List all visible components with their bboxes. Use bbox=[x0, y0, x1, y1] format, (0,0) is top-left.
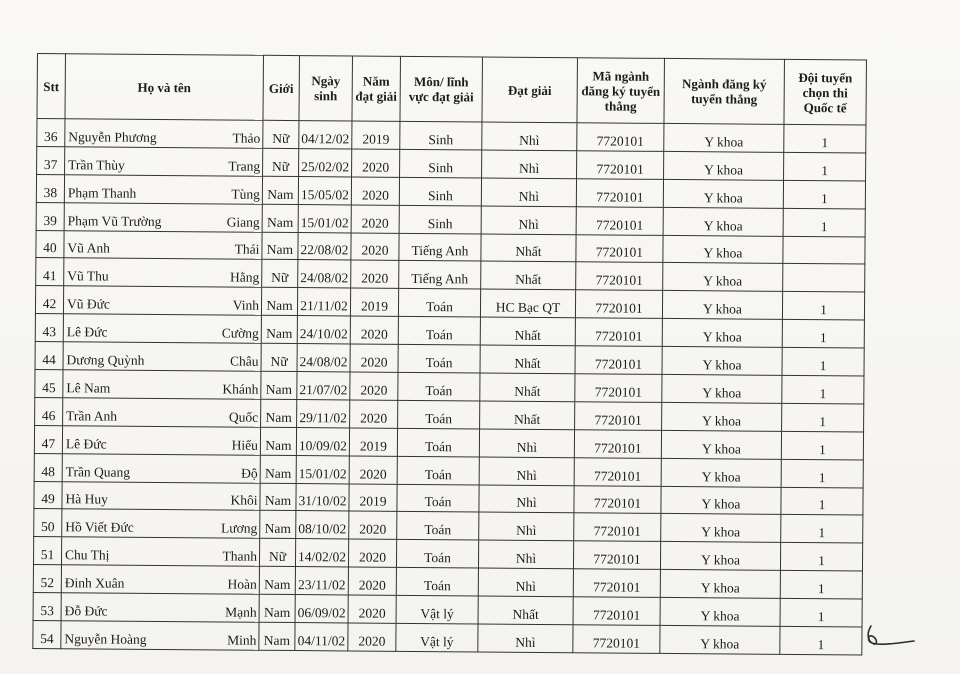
cell-subject: Sinh bbox=[399, 177, 481, 206]
cell-name-first: Lê Đức bbox=[66, 324, 108, 340]
cell-name-first: Phạm Thanh bbox=[67, 184, 137, 201]
cell-name-first: Trần Quang bbox=[65, 463, 131, 480]
cell-code: 7720101 bbox=[576, 262, 663, 291]
cell-award: Nhì bbox=[479, 429, 574, 458]
cell-name-first: Hồ Viết Đức bbox=[65, 519, 134, 536]
header-dob: Ngày sinh bbox=[299, 56, 353, 121]
cell-dob: 24/10/02 bbox=[297, 316, 350, 344]
cell-name-last: Quốc bbox=[228, 409, 259, 425]
cell-team: 1 bbox=[781, 515, 863, 544]
cell-stt: 40 bbox=[36, 230, 64, 258]
cell-year: 2020 bbox=[348, 623, 396, 651]
cell-name-last: Thái bbox=[234, 242, 260, 258]
cell-award: Nhì bbox=[481, 206, 576, 235]
cell-name-first: Vũ Đức bbox=[66, 296, 111, 312]
cell-year: 2020 bbox=[348, 595, 396, 623]
cell-name-last: Khôi bbox=[230, 493, 258, 509]
cell-team: 1 bbox=[780, 543, 862, 572]
cell-gender: Nữ bbox=[263, 120, 299, 148]
cell-name bbox=[62, 481, 260, 510]
cell-team: 1 bbox=[780, 626, 862, 655]
cell-name bbox=[64, 175, 262, 204]
cell-stt: 36 bbox=[37, 119, 65, 147]
cell-gender: Nam bbox=[261, 399, 297, 427]
cell-team: 1 bbox=[781, 459, 863, 488]
header-row bbox=[37, 54, 867, 126]
cell-code: 7720101 bbox=[573, 569, 660, 598]
header-gender: Giới bbox=[263, 55, 300, 120]
cell-major: Y khoa bbox=[663, 235, 783, 264]
cell-name-first: Nguyễn Hoàng bbox=[64, 631, 147, 647]
cell-team: 1 bbox=[783, 180, 865, 209]
cell-code: 7720101 bbox=[577, 151, 664, 180]
cell-dob: 04/12/02 bbox=[299, 121, 352, 149]
cell-subject: Vật lý bbox=[396, 623, 478, 652]
cell-name-last: Châu bbox=[230, 353, 259, 369]
cell-name bbox=[62, 453, 260, 482]
cell-award: Nhì bbox=[478, 568, 573, 597]
cell-subject: Toán bbox=[398, 372, 480, 401]
cell-stt: 47 bbox=[34, 425, 62, 453]
cell-name-first: Đinh Xuân bbox=[64, 575, 125, 591]
cell-dob: 29/11/02 bbox=[297, 399, 350, 427]
cell-major: Y khoa bbox=[663, 207, 783, 236]
cell-name bbox=[63, 398, 261, 427]
cell-major: Y khoa bbox=[662, 291, 782, 320]
cell-award: Nhất bbox=[480, 373, 575, 402]
table-body bbox=[33, 119, 866, 655]
cell-major: Y khoa bbox=[664, 123, 784, 152]
cell-gender: Nam bbox=[261, 371, 297, 399]
cell-year: 2019 bbox=[352, 121, 400, 149]
cell-gender: Nam bbox=[261, 316, 297, 344]
cell-stt: 37 bbox=[37, 146, 65, 174]
cell-subject: Toán bbox=[397, 456, 479, 485]
cell-code: 7720101 bbox=[574, 513, 661, 542]
cell-name-last: Trang bbox=[228, 158, 261, 174]
cell-code: 7720101 bbox=[577, 123, 664, 152]
cell-code: 7720101 bbox=[575, 290, 662, 319]
cell-team: 1 bbox=[782, 375, 864, 404]
cell-team: 1 bbox=[780, 571, 862, 600]
cell-code: 7720101 bbox=[575, 346, 662, 375]
cell-dob: 15/01/02 bbox=[296, 455, 349, 483]
cell-name-last: Mạnh bbox=[225, 604, 257, 620]
cell-stt: 51 bbox=[33, 537, 61, 565]
cell-gender: Nam bbox=[262, 176, 298, 204]
cell-subject: Toán bbox=[398, 344, 480, 373]
cell-stt: 43 bbox=[35, 314, 63, 342]
cell-year: 2020 bbox=[348, 539, 396, 567]
cell-award: Nhì bbox=[479, 457, 574, 486]
cell-stt: 38 bbox=[36, 174, 64, 202]
cell-name-first: Trần Anh bbox=[66, 408, 118, 424]
cell-subject: Toán bbox=[398, 400, 480, 429]
cell-year: 2020 bbox=[349, 456, 397, 484]
cell-award: Nhất bbox=[481, 234, 576, 263]
cell-subject: Sinh bbox=[400, 149, 482, 178]
cell-name bbox=[63, 342, 261, 371]
header-year: Năm đạt giải bbox=[352, 56, 401, 121]
cell-major: Y khoa bbox=[661, 430, 781, 459]
cell-stt: 42 bbox=[35, 286, 63, 314]
cell-name-first: Lê Đức bbox=[65, 435, 107, 452]
cell-name-first: Vũ Thu bbox=[67, 268, 109, 284]
cell-subject: Toán bbox=[398, 289, 480, 318]
cell-name bbox=[64, 202, 262, 231]
cell-name-first: Phạm Vũ Trường bbox=[67, 212, 162, 229]
cell-award: Nhất bbox=[480, 345, 575, 374]
cell-year: 2020 bbox=[349, 511, 397, 539]
cell-name-first: Dương Quỳnh bbox=[66, 352, 145, 368]
cell-name-last: Khánh bbox=[222, 381, 259, 397]
cell-major: Y khoa bbox=[662, 319, 782, 348]
cell-dob: 15/05/02 bbox=[298, 176, 351, 204]
cell-major: Y khoa bbox=[660, 542, 780, 571]
cell-dob: 06/09/02 bbox=[295, 595, 348, 623]
cell-award: Nhì bbox=[479, 512, 574, 541]
cell-name-last: Tùng bbox=[231, 186, 260, 202]
cell-code: 7720101 bbox=[574, 485, 661, 514]
cell-name-last: Vinh bbox=[232, 297, 260, 313]
cell-subject: Sinh bbox=[399, 205, 481, 234]
cell-year: 2019 bbox=[349, 428, 397, 456]
header-name: Họ và tên bbox=[65, 54, 264, 121]
cell-name bbox=[61, 565, 259, 594]
cell-stt: 48 bbox=[34, 453, 62, 481]
cell-major: Y khoa bbox=[661, 458, 781, 487]
cell-gender: Nam bbox=[260, 483, 296, 511]
cell-team: 1 bbox=[782, 320, 864, 349]
cell-major: Y khoa bbox=[663, 179, 783, 208]
cell-major: Y khoa bbox=[662, 347, 782, 376]
cell-year: 2020 bbox=[350, 344, 398, 372]
cell-subject: Toán bbox=[396, 540, 478, 569]
cell-name-last: Thảo bbox=[232, 130, 261, 146]
cell-dob: 22/08/02 bbox=[298, 232, 351, 260]
header-code: Mã ngành đăng ký tuyển thẳng bbox=[577, 58, 665, 124]
cell-subject: Tiếng Anh bbox=[399, 233, 481, 262]
cell-dob: 21/11/02 bbox=[297, 288, 350, 316]
cell-gender: Nam bbox=[260, 455, 296, 483]
cell-name-last: Thanh bbox=[222, 548, 258, 564]
cell-award: HC Bạc QT bbox=[480, 289, 575, 318]
cell-subject: Vật lý bbox=[396, 595, 478, 624]
cell-major: Y khoa bbox=[661, 486, 781, 515]
cell-team: 1 bbox=[784, 124, 866, 153]
cell-name-first: Nguyễn Phương bbox=[68, 129, 157, 145]
cell-code: 7720101 bbox=[576, 234, 663, 263]
cell-code: 7720101 bbox=[576, 179, 663, 208]
cell-name-first: Vũ Anh bbox=[67, 240, 110, 257]
cell-code: 7720101 bbox=[575, 374, 662, 403]
cell-team: 1 bbox=[782, 403, 864, 432]
cell-code: 7720101 bbox=[573, 541, 660, 570]
cell-name bbox=[63, 286, 261, 315]
initial-signature bbox=[862, 620, 918, 650]
cell-award: Nhất bbox=[478, 596, 573, 625]
cell-name bbox=[61, 537, 259, 566]
cell-name bbox=[61, 593, 259, 622]
cell-team bbox=[783, 264, 865, 293]
cell-name-first: Chu Thị bbox=[64, 547, 110, 563]
cell-gender: Nữ bbox=[263, 148, 299, 176]
cell-code: 7720101 bbox=[573, 597, 660, 626]
student-list-table bbox=[32, 53, 867, 655]
cell-dob: 24/08/02 bbox=[297, 344, 350, 372]
cell-name bbox=[62, 509, 260, 538]
cell-stt: 49 bbox=[34, 481, 62, 509]
cell-major: Y khoa bbox=[662, 374, 782, 403]
cell-award: Nhì bbox=[478, 540, 573, 569]
cell-subject: Toán bbox=[398, 317, 480, 346]
cell-dob: 24/08/02 bbox=[298, 260, 351, 288]
cell-team: 1 bbox=[780, 598, 862, 627]
cell-year: 2020 bbox=[351, 260, 399, 288]
cell-team: 1 bbox=[781, 431, 863, 460]
cell-stt: 45 bbox=[35, 370, 63, 398]
cell-year: 2020 bbox=[350, 400, 398, 428]
cell-award: Nhất bbox=[480, 401, 575, 430]
cell-dob: 23/11/02 bbox=[295, 567, 348, 595]
cell-year: 2019 bbox=[349, 484, 397, 512]
cell-name bbox=[65, 119, 263, 148]
cell-year: 2019 bbox=[350, 288, 398, 316]
cell-year: 2020 bbox=[351, 233, 399, 261]
cell-dob: 08/10/02 bbox=[296, 511, 349, 539]
cell-code: 7720101 bbox=[576, 206, 663, 235]
cell-major: Y khoa bbox=[663, 263, 783, 292]
cell-team: 1 bbox=[782, 292, 864, 321]
cell-gender: Nam bbox=[260, 427, 296, 455]
table-row bbox=[33, 621, 862, 655]
cell-stt: 44 bbox=[35, 342, 63, 370]
cell-name bbox=[62, 426, 260, 455]
cell-stt: 41 bbox=[36, 258, 64, 286]
cell-name-last: Cường bbox=[221, 325, 259, 341]
cell-dob: 31/10/02 bbox=[296, 483, 349, 511]
cell-name-last: Hiếu bbox=[231, 437, 258, 453]
cell-year: 2020 bbox=[351, 177, 399, 205]
cell-award: Nhất bbox=[480, 317, 575, 346]
cell-name-last: Hoàn bbox=[227, 576, 257, 592]
cell-name-last: Minh bbox=[227, 632, 257, 648]
cell-name-first: Lê Nam bbox=[66, 380, 111, 396]
cell-gender: Nam bbox=[262, 204, 298, 232]
cell-year: 2020 bbox=[352, 149, 400, 177]
header-stt: Stt bbox=[37, 54, 66, 119]
cell-gender: Nam bbox=[259, 567, 295, 595]
cell-stt: 54 bbox=[33, 621, 61, 649]
cell-subject: Toán bbox=[397, 428, 479, 457]
cell-name bbox=[63, 314, 261, 343]
cell-team: 1 bbox=[784, 152, 866, 181]
cell-major: Y khoa bbox=[664, 151, 784, 180]
cell-dob: 14/02/02 bbox=[295, 539, 348, 567]
cell-subject: Toán bbox=[397, 484, 479, 513]
cell-team: 1 bbox=[783, 208, 865, 237]
cell-stt: 52 bbox=[33, 565, 61, 593]
cell-gender: Nam bbox=[262, 232, 298, 260]
cell-gender: Nam bbox=[259, 622, 295, 650]
cell-team bbox=[783, 236, 865, 265]
cell-year: 2020 bbox=[350, 316, 398, 344]
cell-award: Nhì bbox=[481, 178, 576, 207]
cell-gender: Nam bbox=[259, 594, 295, 622]
cell-name bbox=[64, 230, 262, 259]
cell-name bbox=[64, 258, 262, 287]
cell-year: 2020 bbox=[348, 567, 396, 595]
cell-award: Nhất bbox=[481, 261, 576, 290]
cell-code: 7720101 bbox=[574, 430, 661, 459]
cell-major: Y khoa bbox=[662, 402, 782, 431]
cell-subject: Tiếng Anh bbox=[399, 261, 481, 290]
cell-major: Y khoa bbox=[661, 514, 781, 543]
cell-stt: 53 bbox=[33, 593, 61, 621]
cell-stt: 46 bbox=[35, 397, 63, 425]
cell-major: Y khoa bbox=[660, 598, 780, 627]
cell-code: 7720101 bbox=[575, 402, 662, 431]
header-subject: Môn/ lĩnh vực đạt giải bbox=[400, 56, 483, 122]
cell-name-last: Giang bbox=[226, 214, 260, 230]
header-major: Ngành đăng ký tuyển thẳng bbox=[664, 58, 785, 124]
cell-code: 7720101 bbox=[574, 457, 661, 486]
cell-gender: Nữ bbox=[261, 343, 297, 371]
cell-stt: 39 bbox=[36, 202, 64, 230]
cell-name-last: Độ bbox=[241, 465, 258, 481]
cell-stt: 50 bbox=[34, 509, 62, 537]
cell-code: 7720101 bbox=[573, 625, 660, 654]
header-award: Đạt giải bbox=[482, 57, 578, 123]
cell-name-first: Hà Huy bbox=[65, 491, 108, 508]
cell-code: 7720101 bbox=[575, 318, 662, 347]
cell-award: Nhì bbox=[482, 150, 577, 179]
cell-team: 1 bbox=[782, 347, 864, 376]
cell-gender: Nữ bbox=[259, 539, 295, 567]
cell-major: Y khoa bbox=[660, 570, 780, 599]
cell-year: 2020 bbox=[350, 372, 398, 400]
cell-name-last: Lương bbox=[221, 520, 258, 537]
cell-name-first: Trần Thùy bbox=[68, 157, 125, 173]
cell-subject: Toán bbox=[397, 512, 479, 541]
cell-name bbox=[61, 621, 259, 650]
cell-subject: Sinh bbox=[400, 121, 482, 150]
cell-dob: 10/09/02 bbox=[296, 427, 349, 455]
header-team: Đội tuyển chọn thi Quốc tế bbox=[784, 59, 867, 125]
cell-team: 1 bbox=[781, 487, 863, 516]
cell-award: Nhì bbox=[478, 624, 573, 653]
cell-name-last: Hằng bbox=[229, 269, 260, 286]
cell-award: Nhì bbox=[482, 122, 577, 151]
cell-name-first: Đỗ Đức bbox=[64, 603, 108, 619]
cell-gender: Nữ bbox=[262, 260, 298, 288]
cell-major: Y khoa bbox=[660, 625, 780, 654]
cell-gender: Nam bbox=[260, 511, 296, 539]
cell-year: 2020 bbox=[351, 205, 399, 233]
cell-subject: Toán bbox=[396, 568, 478, 597]
cell-gender: Nam bbox=[261, 288, 297, 316]
cell-dob: 25/02/02 bbox=[299, 148, 352, 176]
cell-dob: 21/07/02 bbox=[297, 372, 350, 400]
cell-name bbox=[63, 370, 261, 399]
cell-dob: 04/11/02 bbox=[295, 623, 348, 651]
cell-name bbox=[65, 147, 263, 176]
cell-award: Nhì bbox=[479, 485, 574, 514]
cell-dob: 15/01/02 bbox=[298, 204, 351, 232]
